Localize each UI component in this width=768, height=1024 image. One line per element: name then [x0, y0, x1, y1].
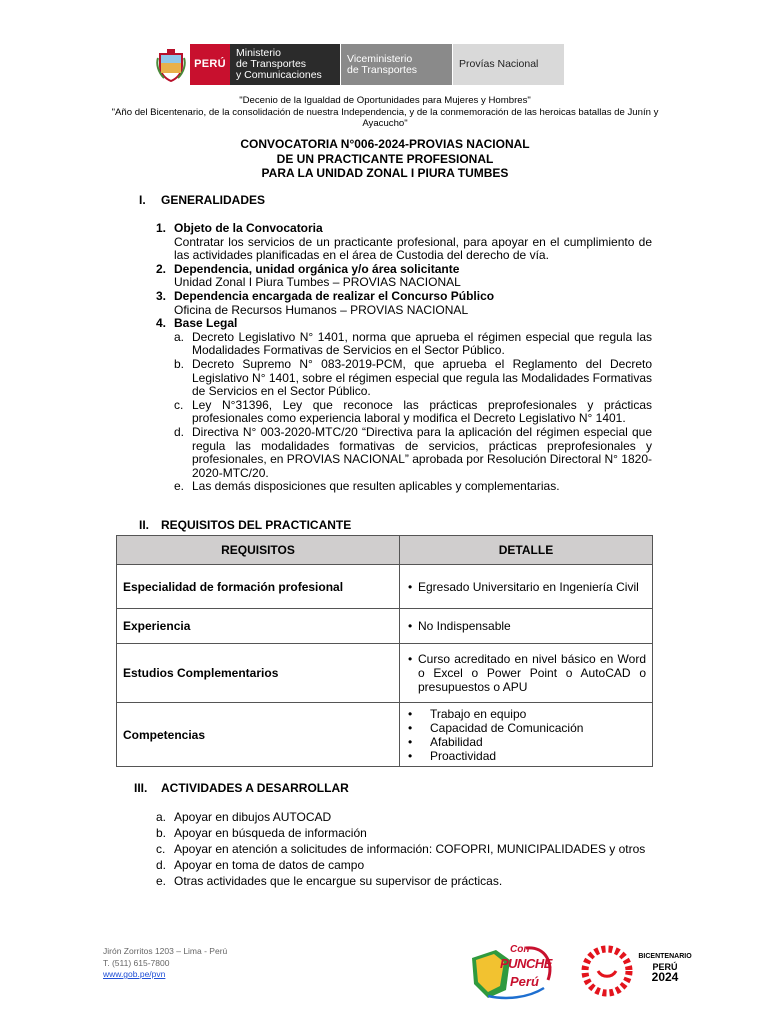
bicentenario-peru-2024-logo: BICENTENARIO PERÚ 2024: [576, 938, 696, 1004]
footer-website-link[interactable]: www.gob.pe/pvn: [103, 969, 166, 979]
requirements-table: [116, 535, 653, 767]
table-row: Experiencia • No Indispensable: [117, 609, 653, 644]
activities-list: [156, 809, 676, 889]
ministry-box: Ministerio de Transportes y Comunicaciones: [230, 44, 340, 85]
list-item: 1. Objeto de la Convocatoria Contratar los servicios de un practicante profesional, para apoyar en el cumplimiento de las actividades planificadas en el área de Custodia del derecho de vía.: [156, 221, 652, 263]
column-header-detalle: DETALLE: [400, 536, 653, 565]
generalidades-list: [156, 222, 652, 494]
column-header-requisitos: REQUISITOS: [117, 536, 400, 565]
list-item: b. Apoyar en búsqueda de información: [156, 826, 367, 840]
list-item: b. Decreto Supremo N° 083-2019-PCM, que aprueba el Reglamento del Decreto Legislativo N° 1401, sobre el régimen especial que regula las Modalidades Formativas de Servicios en el Sector Público.: [174, 356, 652, 399]
institutional-header: [152, 44, 564, 85]
table-header-row: [117, 536, 653, 565]
list-item: d. Apoyar en toma de datos de campo: [156, 858, 365, 872]
peru-brand-box: PERÚ: [190, 44, 230, 85]
list-item: a. Decreto Legislativo N° 1401, norma que aprueba el régimen especial que regula las Modalidades Formativas de Servicios en el Sector Público.: [174, 329, 652, 358]
motto-year: "Año del Bicentenario, de la consolidación de nuestra Independencia, y de la conmemoración de las heroicas batallas de Junín y Ayacucho": [111, 106, 659, 129]
national-seal-icon: [152, 44, 190, 85]
official-mottos: [100, 95, 670, 130]
list-item: d. Directiva N° 003-2020-MTC/20 “Directiva para la aplicación del régimen especial que regula las modalidades formativas de servicios, prácticas preprofesionales y profesionales, en PROVIAS NACIONAL” aprobada por Resolución Directoral N° 1820-2020-MTC/20.: [174, 424, 652, 480]
list-item: e. Otras actividades que le encargue su supervisor de prácticas.: [156, 874, 503, 888]
list-item: c. Apoyar en atención a solicitudes de información: COFOPRI, MUNICIPALIDADES y otros: [156, 842, 646, 856]
base-legal-list: [174, 331, 652, 494]
list-item: a. Apoyar en dibujos AUTOCAD: [156, 810, 332, 824]
section-heading-generalidades: I. GENERALIDADES: [139, 193, 266, 207]
document-title: CONVOCATORIA N°006-2024-PROVIAS NACIONAL DE UN PRACTICANTE PROFESIONAL PARA LA UNIDAD ZONAL I PIURA TUMBES: [240, 137, 530, 180]
table-row: Competencias • Trabajo en equipo • Capacidad de Comunicación • Afabilidad • Proactividad: [117, 703, 653, 767]
list-item: 2. Dependencia, unidad orgánica y/o área solicitante Unidad Zonal I Piura Tumbes – PROVIAS NACIONAL: [156, 261, 461, 290]
table-row: Estudios Complementarios • Curso acreditado en nivel básico en Word o Excel o Power Point o AutoCAD o presupuestos o APU: [117, 644, 653, 703]
footer-phone: T. (511) 615-7800: [103, 957, 170, 968]
list-item: c. Ley N°31396, Ley que reconoce las prácticas preprofesionales y prácticas profesionales como experiencia laboral y modifica el Decreto Legislativo N° 1401.: [174, 397, 652, 426]
entity-box: Provías Nacional: [452, 44, 564, 85]
motto-decade: "Decenio de la Igualdad de Oportunidades para Mujeres y Hombres": [239, 95, 531, 106]
con-punche-peru-logo: Con PUNCHE Perú: [466, 940, 558, 1002]
list-item: e. Las demás disposiciones que resulten aplicables y complementarias.: [174, 479, 560, 494]
list-item: 3. Dependencia encargada de realizar el Concurso Público Oficina de Recursos Humanos – PROVIAS NACIONAL: [156, 288, 495, 317]
table-row: Especialidad de formación profesional • Egresado Universitario en Ingeniería Civil: [117, 565, 653, 609]
list-item: 4. Base Legal a. Decreto Legislativo N° 1401, norma que aprueba el régimen especial que regula las Modalidades Formativas de Servicios en el Sector Público. b. Decreto Supremo N° 083-2019-PCM, que aprueba el Reglamento del Decreto Legislativo N° 1401, sobre el régimen especial que regula las Modalidades Formativas de Servicios en el Sector Público. c. Ley N°31396, Ley que reconoce las prácticas preprofesionales y prácticas profesionales como experiencia laboral y modifica el Decreto Legislativo N° 1401. d. Directiva N° 003-2020-MTC/20 “Directiva para la aplicación del régimen especial que regula las modalidades formativas de servicios, prácticas preprofesionales y profesionales, en PROVIAS NACIONAL” aprobada por Resolución Directoral N° 1820-2020-MTC/20. e. Las demás disposiciones que resulten aplicables y complementarias.: [156, 316, 652, 494]
footer-contact: [103, 946, 227, 981]
viceministry-box: Viceministerio de Transportes: [340, 44, 452, 85]
section-heading-requisitos: II. REQUISITOS DEL PRACTICANTE: [139, 518, 352, 532]
section-heading-actividades: III. ACTIVIDADES A DESARROLLAR: [134, 781, 349, 795]
footer-address: Jirón Zorritos 1203 – Lima - Perú: [103, 946, 228, 956]
